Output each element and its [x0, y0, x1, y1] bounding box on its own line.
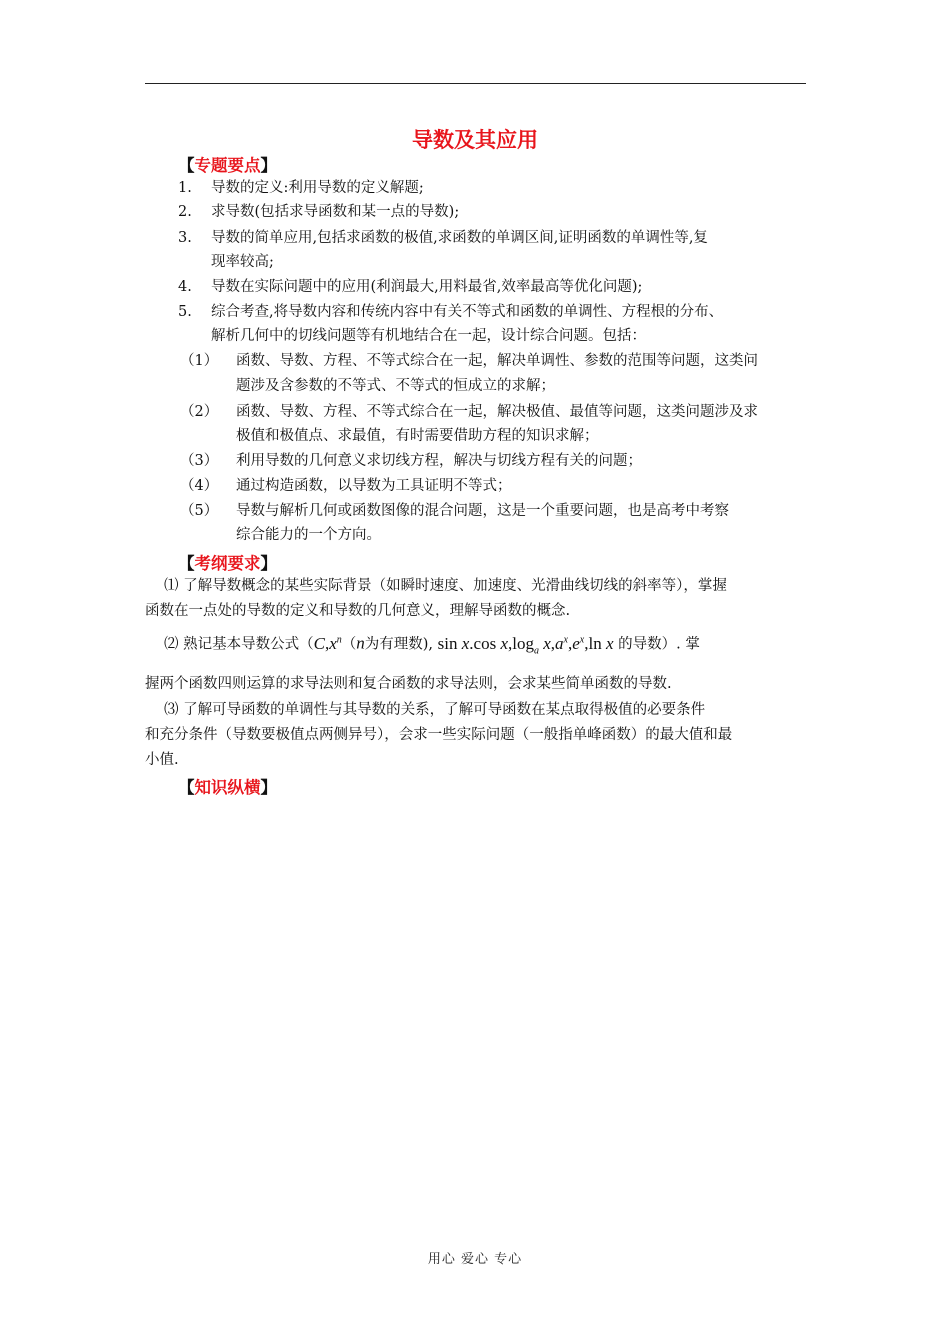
- point-text: 导数的简单应用,包括求函数的极值,求函数的单调区间,证明函数的单调性等,复: [211, 230, 708, 246]
- point-text: 导数在实际问题中的应用(利润最大,用料最省,效率最高等优化问题);: [211, 279, 643, 295]
- point-text: 综合考查,将导数内容和传统内容中有关不等式和函数的单调性、方程根的分布、: [211, 304, 724, 320]
- section-heading-key-points: 【专题要点】: [178, 156, 277, 175]
- page-footer: 用心 爱心 专心: [427, 1252, 523, 1267]
- subpoint-number: （1）: [180, 353, 219, 369]
- requirement-3-line: ⑶ 了解可导函数的单调性与其导数的关系，了解可导函数在某点取得极值的必要条件: [164, 702, 706, 718]
- point-number: 5.: [178, 304, 192, 320]
- point-text: 求导数(包括求导函数和某一点的导数);: [211, 204, 460, 220]
- subpoint-number: （4）: [180, 478, 219, 494]
- subpoint-text: 题涉及含参数的不等式、不等式的恒成立的求解；: [236, 378, 555, 394]
- point-text: 解析几何中的切线问题等有机地结合在一起，设计综合问题。包括：: [211, 328, 646, 344]
- page-title: 导数及其应用: [412, 128, 538, 152]
- requirement-1-line: ⑴ 了解导数概念的某些实际背景（如瞬时速度、加速度、光滑曲线切线的斜率等），掌握: [164, 578, 727, 594]
- point-number: 1.: [178, 180, 192, 196]
- header-rule: [145, 83, 806, 84]
- subpoint-text: 综合能力的一个方向。: [236, 527, 381, 543]
- subpoint-text: 利用导数的几何意义求切线方程，解决与切线方程有关的问题；: [236, 453, 642, 469]
- point-number: 3.: [178, 230, 192, 246]
- requirement-2-line: 握两个函数四则运算的求导法则和复合函数的求导法则，会求某些简单函数的导数.: [145, 676, 672, 692]
- point-number: 2.: [178, 204, 192, 220]
- subpoint-number: （2）: [180, 404, 219, 420]
- requirement-3-line: 和充分条件（导数要极值点两侧异号），会求一些实际问题（一般指单峰函数）的最大值和最: [145, 727, 733, 743]
- point-text: 导数的定义:利用导数的定义解题;: [211, 180, 424, 196]
- section-heading-syllabus: 【考纲要求】: [178, 554, 277, 573]
- section-heading-knowledge: 【知识纵横】: [178, 778, 277, 797]
- requirement-1-line: 函数在一点处的导数的定义和导数的几何意义，理解导函数的概念.: [145, 603, 571, 619]
- subpoint-text: 通过构造函数，以导数为工具证明不等式；: [236, 478, 512, 494]
- point-text: 现率较高;: [211, 254, 274, 270]
- subpoint-text: 极值和极值点、求最值，有时需要借助方程的知识求解；: [236, 428, 599, 444]
- point-number: 4.: [178, 279, 192, 295]
- subpoint-number: （5）: [180, 503, 219, 519]
- subpoint-text: 函数、导数、方程、不等式综合在一起，解决极值、最值等问题，这类问题涉及求: [236, 404, 758, 420]
- requirement-2-formula-line: ⑵ 熟记基本导数公式（$C,x^n(n$为有理数), sin x.cos $x,\log_a$ $x,a^x,e^x,\ln$ x 的导数）. 掌: [164, 633, 700, 657]
- subpoint-text: 函数、导数、方程、不等式综合在一起，解决单调性、参数的范围等问题，这类问: [236, 353, 758, 369]
- requirement-3-line: 小值.: [145, 752, 179, 768]
- subpoint-number: （3）: [180, 453, 219, 469]
- subpoint-text: 导数与解析几何或函数图像的混合问题，这是一个重要问题，也是高考中考察: [236, 503, 729, 519]
